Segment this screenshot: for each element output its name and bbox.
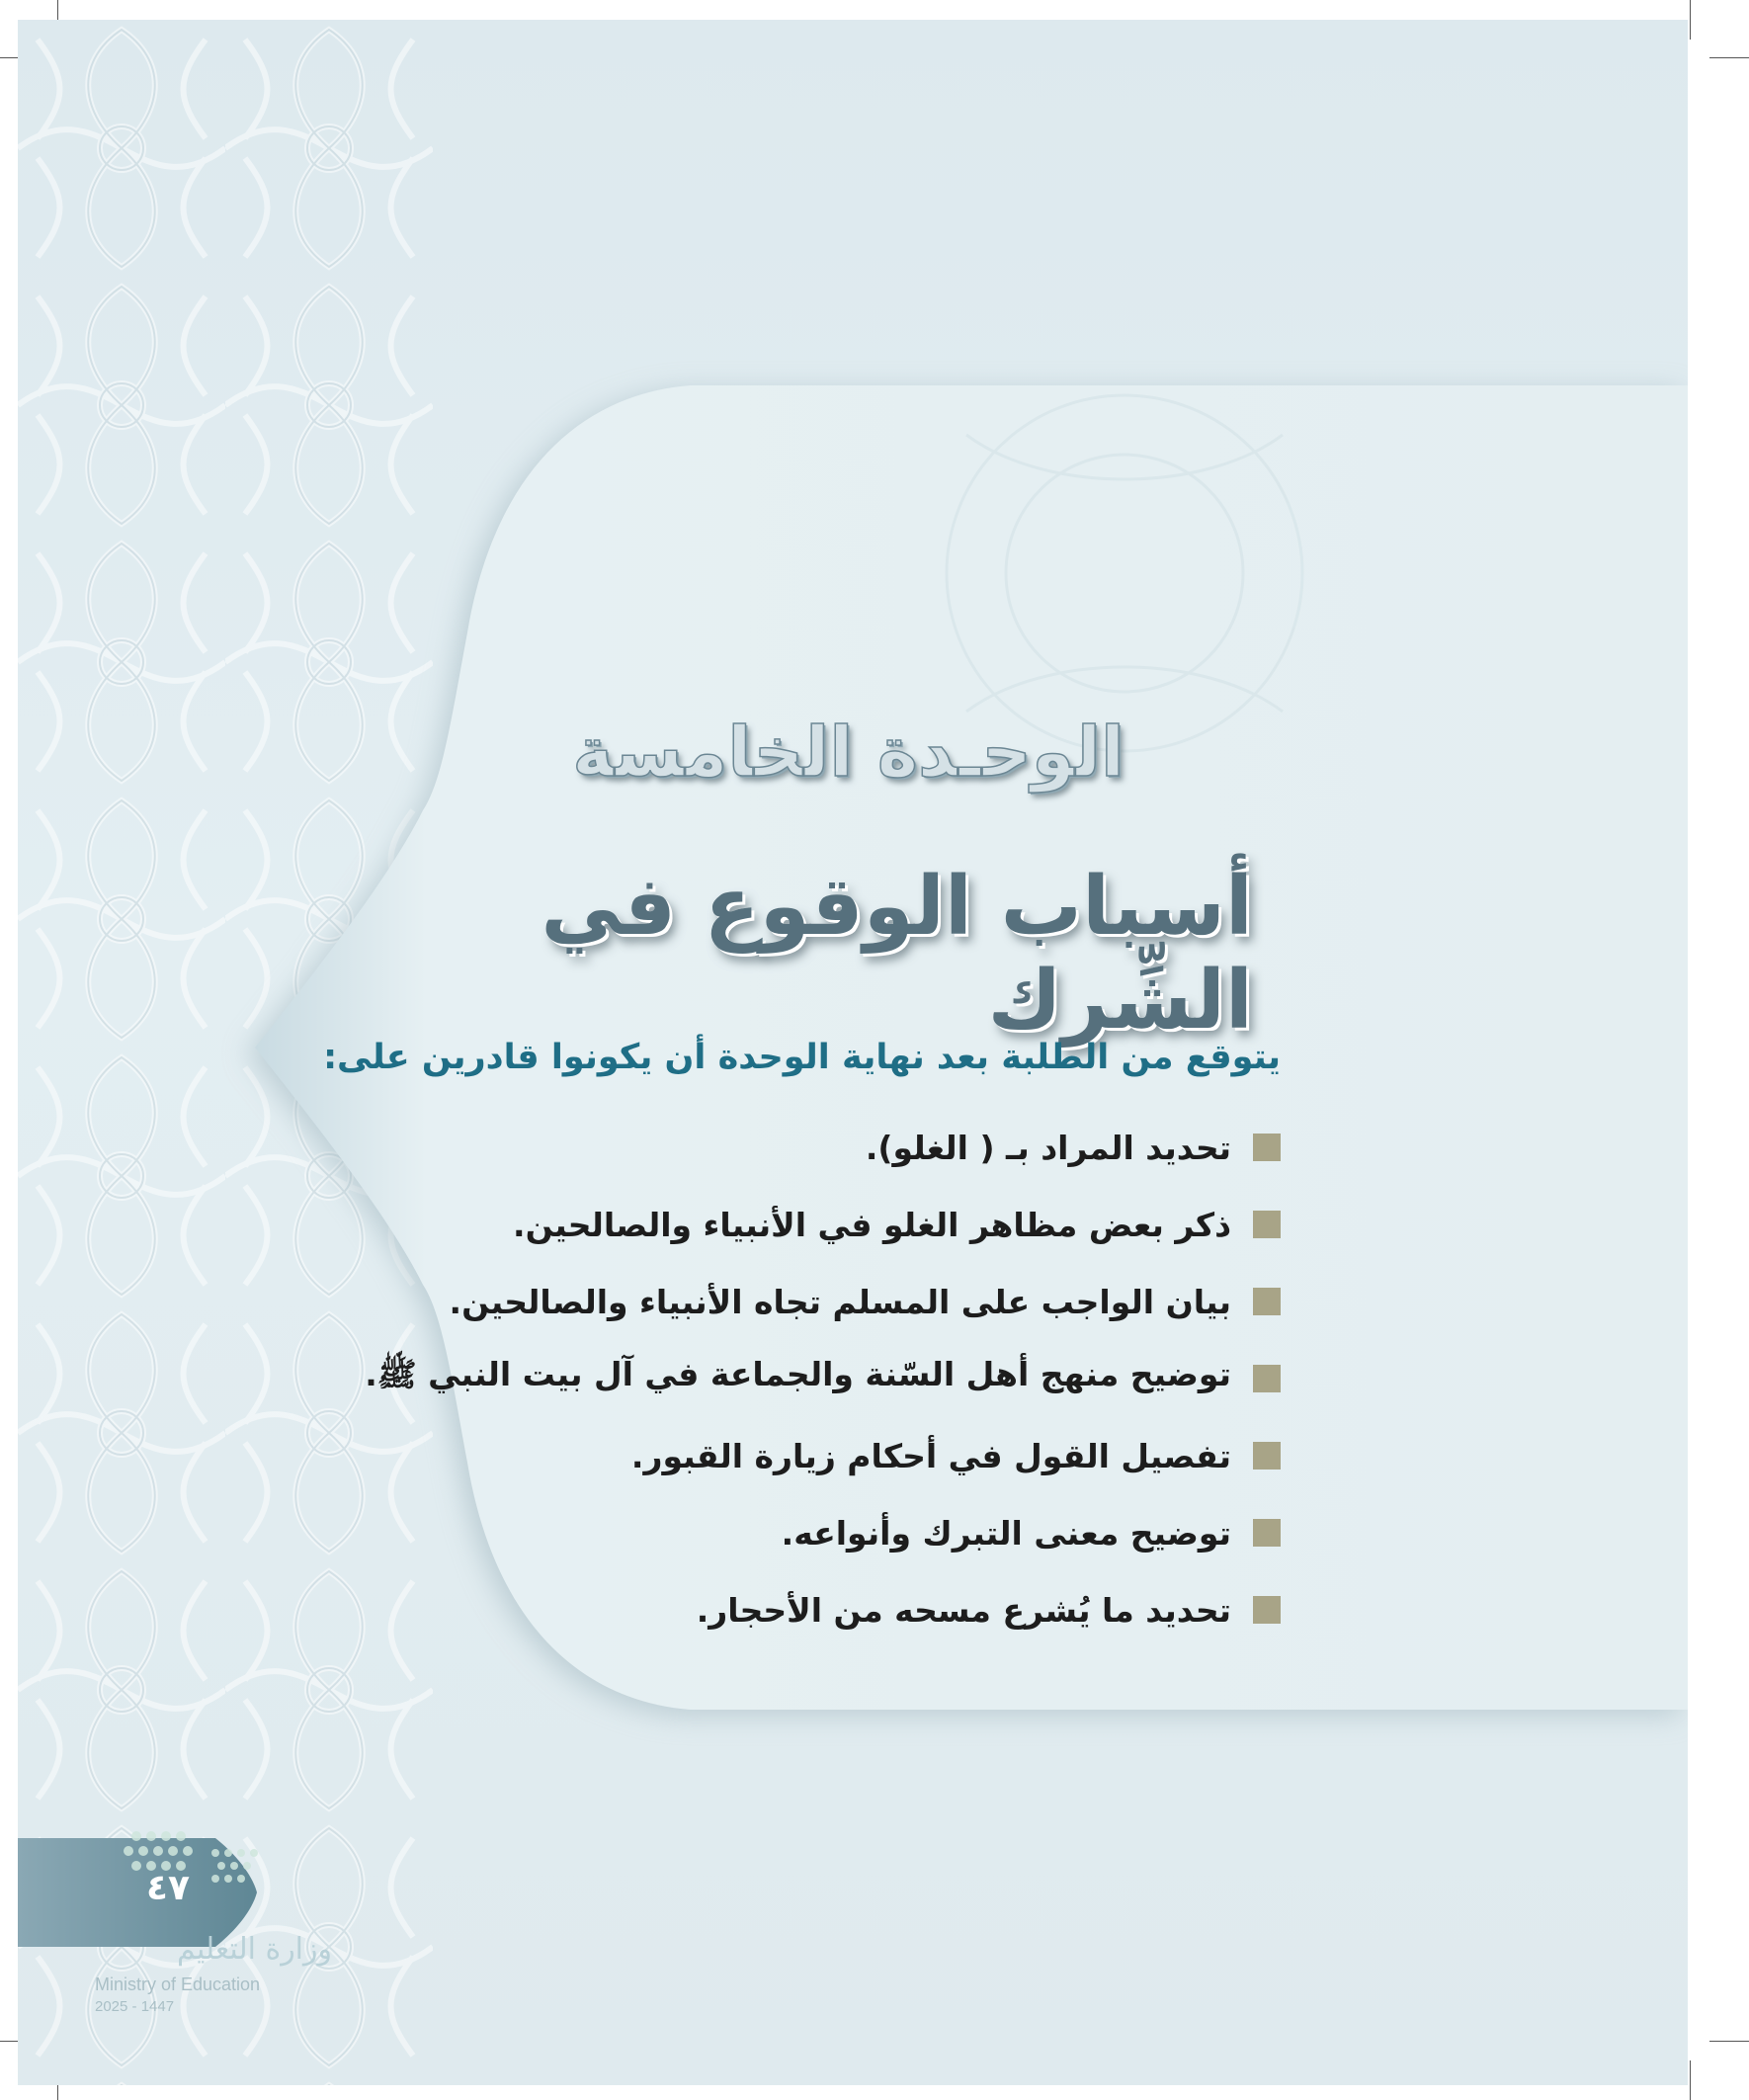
objectives-intro: يتوقع من الطلبة بعد نهاية الوحدة أن يكونوا قادرين على: [323,1038,1281,1077]
objective-text: بيان الواجب على المسلم تجاه الأنبياء والصالحين. [449,1282,1231,1321]
page [18,20,1688,2085]
objective-item [194,1353,1281,1404]
page-number: ٤٧ [146,1868,190,1908]
objective-text: تحديد ما يُشرع مسحه من الأحجار. [696,1590,1231,1630]
objective-text: تحديد المراد بـ ( الغلو). [865,1128,1231,1167]
square-bullet-icon [1253,1365,1281,1392]
unit-title: أسباب الوقوع في الشِّرك [541,860,1253,1048]
objective-item [194,1122,1281,1173]
square-bullet-icon [1253,1288,1281,1315]
objective-text: توضيح منهج أهل السّنة والجماعة في آل بيت النبي ﷺ. [365,1355,1231,1393]
square-bullet-icon [1253,1519,1281,1547]
square-bullet-icon [1253,1134,1281,1161]
crop-mark [1709,57,1749,58]
objective-text: توضيح معنى التبرك وأنواعه. [781,1513,1231,1553]
objectives-list [194,1122,1281,1661]
crop-mark [1709,2041,1749,2042]
crop-mark [1690,0,1691,40]
ministry-name-ar: وزارة التعليم [176,1932,332,1967]
ministry-name-en: Ministry of Education [95,1974,261,1994]
objective-item [194,1276,1281,1327]
objective-item [194,1507,1281,1558]
objective-item [194,1584,1281,1636]
objective-text: ذكر بعض مظاهر الغلو في الأنبياء والصالحين. [513,1205,1231,1244]
unit-label: الوحـدة الخامسة [572,712,1124,793]
edition-year: 2025 - 1447 [95,1998,175,2015]
square-bullet-icon [1253,1442,1281,1470]
objective-item [194,1430,1281,1481]
crop-mark [1690,2060,1691,2100]
objective-text: تفصيل القول في أحكام زيارة القبور. [630,1436,1231,1475]
square-bullet-icon [1253,1596,1281,1624]
objective-item [194,1199,1281,1250]
square-bullet-icon [1253,1211,1281,1238]
